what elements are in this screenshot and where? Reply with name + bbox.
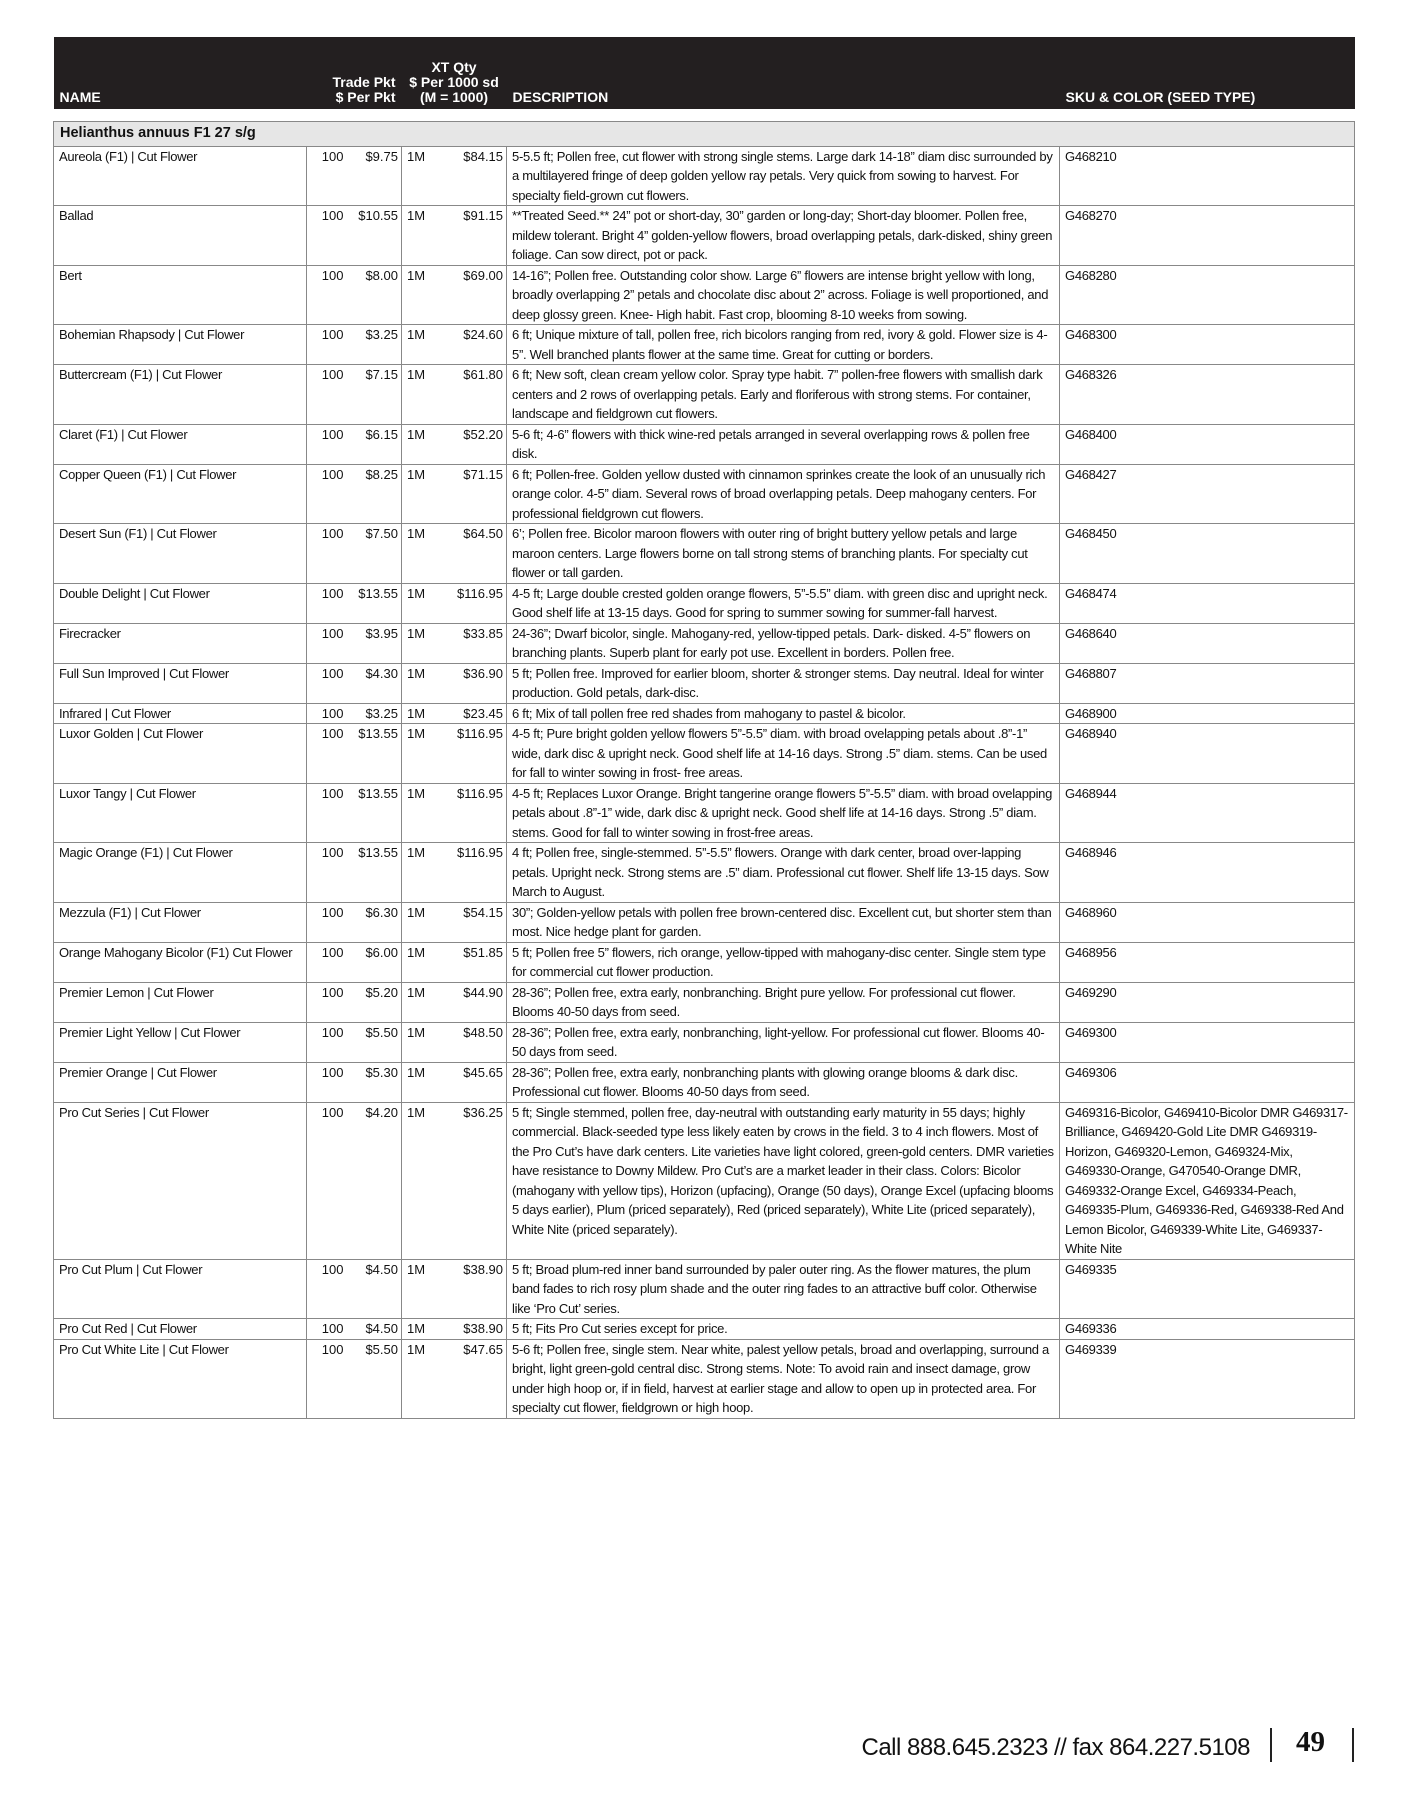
description-cell: 4-5 ft; Large double crested golden orange flowers, 5”-5.5” diam. with green disc and upright neck. Good shelf life at 13-15 days. Good for spring to summer sowing for summer-fall harvest. (507, 583, 1060, 623)
footer-divider (1270, 1728, 1272, 1762)
section-title: Helianthus annuus F1 27 s/g (54, 122, 1355, 147)
xt-qty-cell: 1M (402, 1259, 444, 1319)
xt-qty-cell: 1M (402, 703, 444, 724)
xt-price-cell: $23.45 (444, 703, 507, 724)
table-row (54, 902, 1355, 942)
table-row (54, 1062, 1355, 1102)
header-xt-qty (402, 37, 507, 109)
description-cell: 5 ft; Pollen free 5” flowers, rich orange, yellow-tipped with mahogany-disc center. Single stem type for commercial cut flower production. (507, 942, 1060, 982)
trade-pkt-price-cell: $13.55 (347, 583, 402, 623)
sku-color-cell: G468300 (1060, 325, 1355, 365)
trade-pkt-price-cell: $9.75 (347, 146, 402, 206)
trade-pkt-qty-cell: 100 (307, 942, 347, 982)
description-cell: 24-36”; Dwarf bicolor, single. Mahogany-red, yellow-tipped petals. Dark- disked. 4-5” flowers on branching plants. Superb plant for early pot use. Excellent in borders. Pollen free. (507, 623, 1060, 663)
table-row (54, 146, 1355, 206)
trade-pkt-price-cell: $5.50 (347, 1339, 402, 1418)
header-name: NAME (54, 37, 307, 109)
sku-color-cell: G468956 (1060, 942, 1355, 982)
xt-price-cell: $64.50 (444, 524, 507, 584)
table-row (54, 265, 1355, 325)
trade-pkt-price-cell: $8.25 (347, 464, 402, 524)
trade-pkt-qty-cell: 100 (307, 724, 347, 784)
plant-name-cell: Pro Cut White Lite | Cut Flower (54, 1339, 307, 1418)
table-row (54, 424, 1355, 464)
header-xt-line3: (M = 1000) (419, 89, 489, 105)
trade-pkt-price-cell: $7.15 (347, 365, 402, 425)
xt-price-cell: $69.00 (444, 265, 507, 325)
trade-pkt-qty-cell: 100 (307, 703, 347, 724)
plant-name-cell: Pro Cut Plum | Cut Flower (54, 1259, 307, 1319)
trade-pkt-price-cell: $13.55 (347, 843, 402, 903)
sku-color-cell: G468900 (1060, 703, 1355, 724)
trade-pkt-price-cell: $5.50 (347, 1022, 402, 1062)
xt-qty-cell: 1M (402, 1319, 444, 1340)
sku-color-cell: G468427 (1060, 464, 1355, 524)
description-cell: 4-5 ft; Replaces Luxor Orange. Bright tangerine orange flowers 5”-5.5” diam. with broad ovelapping petals about .8”-1” wide, dark disc & upright neck. Good shelf life at 14-16 days. Strong .5” diam. stems. Good for fall to winter sowing in frost-free areas. (507, 783, 1060, 843)
trade-pkt-qty-cell: 100 (307, 1022, 347, 1062)
sku-color-cell: G468807 (1060, 663, 1355, 703)
plant-name-cell: Premier Light Yellow | Cut Flower (54, 1022, 307, 1062)
table-row (54, 942, 1355, 982)
header-xt-line1: XT Qty (431, 59, 477, 75)
description-cell: 6 ft; New soft, clean cream yellow color. Spray type habit. 7” pollen-free flowers with smallish dark centers and 2 rows of overlapping petals. Early and floriferous with strong stems. For container, landscape and fieldgrown cut flowers. (507, 365, 1060, 425)
trade-pkt-price-cell: $5.20 (347, 982, 402, 1022)
trade-pkt-qty-cell: 100 (307, 1102, 347, 1259)
plant-name-cell: Ballad (54, 206, 307, 266)
xt-qty-cell: 1M (402, 663, 444, 703)
xt-qty-cell: 1M (402, 843, 444, 903)
xt-qty-cell: 1M (402, 265, 444, 325)
xt-price-cell: $116.95 (444, 783, 507, 843)
description-cell: 28-36”; Pollen free, extra early, nonbranching plants with glowing orange blooms & dark disc. Professional cut flower. Blooms 40-50 days from seed. (507, 1062, 1060, 1102)
plant-name-cell: Luxor Golden | Cut Flower (54, 724, 307, 784)
header-spacer (54, 109, 1355, 122)
xt-price-cell: $71.15 (444, 464, 507, 524)
xt-price-cell: $51.85 (444, 942, 507, 982)
xt-qty-cell: 1M (402, 783, 444, 843)
table-row (54, 703, 1355, 724)
contact-info: Call 888.645.2323 // fax 864.227.5108 (861, 1734, 1250, 1761)
trade-pkt-qty-cell: 100 (307, 424, 347, 464)
xt-price-cell: $24.60 (444, 325, 507, 365)
description-cell: 6 ft; Pollen-free. Golden yellow dusted with cinnamon sprinkes create the look of an unusually rich orange color. 4-5” diam. Several rows of broad overlapping petals. Deep mahogany centers. For professional fieldgrown cut flowers. (507, 464, 1060, 524)
sku-color-cell: G469300 (1060, 1022, 1355, 1062)
plant-name-cell: Premier Lemon | Cut Flower (54, 982, 307, 1022)
trade-pkt-qty-cell: 100 (307, 206, 347, 266)
xt-price-cell: $116.95 (444, 583, 507, 623)
trade-pkt-qty-cell: 100 (307, 1339, 347, 1418)
xt-price-cell: $54.15 (444, 902, 507, 942)
sku-color-cell: G469339 (1060, 1339, 1355, 1418)
description-cell: 4 ft; Pollen free, single-stemmed. 5”-5.5” flowers. Orange with dark center, broad over-lapping petals. Upright neck. Strong stems are .5” diam. Professional cut flower. Shelf life 13-15 days. Sow March to August. (507, 843, 1060, 903)
xt-price-cell: $38.90 (444, 1319, 507, 1340)
xt-qty-cell: 1M (402, 623, 444, 663)
trade-pkt-price-cell: $8.00 (347, 265, 402, 325)
plant-name-cell: Copper Queen (F1) | Cut Flower (54, 464, 307, 524)
plant-name-cell: Pro Cut Series | Cut Flower (54, 1102, 307, 1259)
plant-name-cell: Premier Orange | Cut Flower (54, 1062, 307, 1102)
table-row (54, 843, 1355, 903)
header-xt-line2: $ Per 1000 sd (409, 74, 499, 90)
trade-pkt-qty-cell: 100 (307, 1319, 347, 1340)
sku-color-cell: G468640 (1060, 623, 1355, 663)
xt-price-cell: $36.90 (444, 663, 507, 703)
xt-qty-cell: 1M (402, 424, 444, 464)
trade-pkt-price-cell: $13.55 (347, 783, 402, 843)
description-cell: 5 ft; Pollen free. Improved for earlier bloom, shorter & stronger stems. Day neutral. Ideal for winter production. Gold petals, dark-disc. (507, 663, 1060, 703)
xt-price-cell: $33.85 (444, 623, 507, 663)
xt-qty-cell: 1M (402, 1022, 444, 1062)
xt-price-cell: $52.20 (444, 424, 507, 464)
plant-name-cell: Infrared | Cut Flower (54, 703, 307, 724)
trade-pkt-qty-cell: 100 (307, 783, 347, 843)
page-number: 49 (1296, 1726, 1325, 1758)
table-row (54, 464, 1355, 524)
xt-qty-cell: 1M (402, 206, 444, 266)
xt-qty-cell: 1M (402, 464, 444, 524)
sku-color-cell: G468450 (1060, 524, 1355, 584)
section-header (54, 122, 1355, 147)
xt-qty-cell: 1M (402, 902, 444, 942)
xt-price-cell: $84.15 (444, 146, 507, 206)
sku-color-cell: G468944 (1060, 783, 1355, 843)
trade-pkt-price-cell: $3.25 (347, 703, 402, 724)
plant-name-cell: Claret (F1) | Cut Flower (54, 424, 307, 464)
description-cell: 5 ft; Single stemmed, pollen free, day-neutral with outstanding early maturity in 55 days; highly commercial. Black-seeded type less likely eaten by crows in the field. 3 to 4 inch flowers. Most of the Pro Cut’s have dark centers. Lite varieties have light colored, green-gold centers. DMR varieties have resistance to Downy Mildew. Pro Cut’s are a market leader in their class. Colors: Bicolor (mahogany with yellow tips), Horizon (upfacing), Orange (50 days), Orange Excel (upfacing blooms 5 days earlier), Plum (priced separately), Red (priced separately), White Lite (priced separately), White Nite (priced separately). (507, 1102, 1060, 1259)
description-cell: 30”; Golden-yellow petals with pollen free brown-centered disc. Excellent cut, but shorter stem than most. Nice hedge plant for garden. (507, 902, 1060, 942)
xt-qty-cell: 1M (402, 982, 444, 1022)
xt-price-cell: $61.80 (444, 365, 507, 425)
xt-price-cell: $116.95 (444, 843, 507, 903)
plant-name-cell: Double Delight | Cut Flower (54, 583, 307, 623)
description-cell: 4-5 ft; Pure bright golden yellow flowers 5”-5.5” diam. with broad ovelapping petals about .8”-1” wide, dark disc & upright neck. Good shelf life at 14-16 days. Strong .5” diam. stems. Can be used for fall to winter sowing in frost- free areas. (507, 724, 1060, 784)
xt-price-cell: $48.50 (444, 1022, 507, 1062)
trade-pkt-qty-cell: 100 (307, 583, 347, 623)
trade-pkt-qty-cell: 100 (307, 146, 347, 206)
table-row (54, 783, 1355, 843)
trade-pkt-price-cell: $7.50 (347, 524, 402, 584)
sku-color-cell: G468940 (1060, 724, 1355, 784)
trade-pkt-qty-cell: 100 (307, 843, 347, 903)
trade-pkt-price-cell: $10.55 (347, 206, 402, 266)
xt-qty-cell: 1M (402, 524, 444, 584)
table-row (54, 206, 1355, 266)
trade-pkt-qty-cell: 100 (307, 365, 347, 425)
xt-qty-cell: 1M (402, 325, 444, 365)
trade-pkt-price-cell: $4.50 (347, 1319, 402, 1340)
trade-pkt-price-cell: $5.30 (347, 1062, 402, 1102)
header-trade-line1: Trade Pkt (332, 74, 396, 90)
sku-color-cell: G468280 (1060, 265, 1355, 325)
trade-pkt-price-cell: $6.15 (347, 424, 402, 464)
description-cell: **Treated Seed.** 24” pot or short-day, 30” garden or long-day; Short-day bloomer. Pollen free, mildew tolerant. Bright 4” golden-yellow flowers, broad overlapping petals, dark-disked, shiny green foliage. Can sow direct, pot or pack. (507, 206, 1060, 266)
plant-name-cell: Aureola (F1) | Cut Flower (54, 146, 307, 206)
xt-price-cell: $36.25 (444, 1102, 507, 1259)
plant-name-cell: Orange Mahogany Bicolor (F1) Cut Flower (54, 942, 307, 982)
xt-qty-cell: 1M (402, 1062, 444, 1102)
xt-qty-cell: 1M (402, 1102, 444, 1259)
trade-pkt-price-cell: $3.95 (347, 623, 402, 663)
plant-name-cell: Luxor Tangy | Cut Flower (54, 783, 307, 843)
plant-name-cell: Pro Cut Red | Cut Flower (54, 1319, 307, 1340)
trade-pkt-price-cell: $13.55 (347, 724, 402, 784)
header-row (54, 37, 1355, 109)
trade-pkt-price-cell: $4.20 (347, 1102, 402, 1259)
catalog-table-container (53, 37, 1354, 1419)
sku-color-cell: G469316-Bicolor, G469410-Bicolor DMR G469317-Brilliance, G469420-Gold Lite DMR G469319-Horizon, G469320-Lemon, G469324-Mix, G469330-Orange, G470540-Orange DMR, G469332-Orange Excel, G469334-Peach, G469335-Plum, G469336-Red, G469338-Red And Lemon Bicolor, G469339-White Lite, G469337-White Nite (1060, 1102, 1355, 1259)
header-trade-line2: $ Per Pkt (335, 89, 396, 105)
page-footer (861, 1720, 1360, 1770)
table-row (54, 623, 1355, 663)
xt-price-cell: $38.90 (444, 1259, 507, 1319)
sku-color-cell: G468270 (1060, 206, 1355, 266)
description-cell: 6 ft; Mix of tall pollen free red shades from mahogany to pastel & bicolor. (507, 703, 1060, 724)
table-row (54, 583, 1355, 623)
xt-qty-cell: 1M (402, 1339, 444, 1418)
description-cell: 5-6 ft; 4-6” flowers with thick wine-red petals arranged in several overlapping rows & pollen free disk. (507, 424, 1060, 464)
trade-pkt-qty-cell: 100 (307, 265, 347, 325)
trade-pkt-qty-cell: 100 (307, 982, 347, 1022)
table-row (54, 1259, 1355, 1319)
description-cell: 28-36”; Pollen free, extra early, nonbranching, light-yellow. For professional cut flower. Blooms 40-50 days from seed. (507, 1022, 1060, 1062)
table-row (54, 365, 1355, 425)
description-cell: 14-16”; Pollen free. Outstanding color show. Large 6” flowers are intense bright yellow with long, broadly overlapping 2” petals and chocolate disc about 2” across. Foliage is well proportioned, and deep glossy green. Knee- High habit. Fast crop, blooming 8-10 weeks from sowing. (507, 265, 1060, 325)
table-row (54, 1319, 1355, 1340)
plant-name-cell: Desert Sun (F1) | Cut Flower (54, 524, 307, 584)
xt-qty-cell: 1M (402, 583, 444, 623)
trade-pkt-qty-cell: 100 (307, 1062, 347, 1102)
sku-color-cell: G468326 (1060, 365, 1355, 425)
trade-pkt-qty-cell: 100 (307, 464, 347, 524)
table-row (54, 724, 1355, 784)
trade-pkt-price-cell: $4.30 (347, 663, 402, 703)
description-cell: 5-6 ft; Pollen free, single stem. Near white, palest yellow petals, broad and overlapping, surround a bright, light green-gold central disc. Strong stems. Note: To avoid rain and insect damage, grow under high hoop or, if in field, harvest at earlier stage and allow to open up in protected area. For specialty cut flower, fieldgrown or high hoop. (507, 1339, 1060, 1418)
sku-color-cell: G468210 (1060, 146, 1355, 206)
xt-price-cell: $45.65 (444, 1062, 507, 1102)
table-row (54, 1022, 1355, 1062)
plant-name-cell: Full Sun Improved | Cut Flower (54, 663, 307, 703)
header-description: DESCRIPTION (507, 37, 1060, 109)
trade-pkt-price-cell: $4.50 (347, 1259, 402, 1319)
table-row (54, 524, 1355, 584)
description-cell: 6’; Pollen free. Bicolor maroon flowers with outer ring of bright buttery yellow petals and large maroon centers. Large flowers borne on tall strong stems of branching plants. For specialty cut flower or tall garden. (507, 524, 1060, 584)
sku-color-cell: G469290 (1060, 982, 1355, 1022)
description-cell: 5 ft; Fits Pro Cut series except for price. (507, 1319, 1060, 1340)
plant-name-cell: Bohemian Rhapsody | Cut Flower (54, 325, 307, 365)
trade-pkt-price-cell: $6.00 (347, 942, 402, 982)
sku-color-cell: G468946 (1060, 843, 1355, 903)
plant-name-cell: Firecracker (54, 623, 307, 663)
table-row (54, 325, 1355, 365)
xt-qty-cell: 1M (402, 146, 444, 206)
table-row (54, 663, 1355, 703)
description-cell: 28-36”; Pollen free, extra early, nonbranching. Bright pure yellow. For professional cut flower. Blooms 40-50 days from seed. (507, 982, 1060, 1022)
xt-price-cell: $47.65 (444, 1339, 507, 1418)
header-sku: SKU & COLOR (SEED TYPE) (1060, 37, 1355, 109)
sku-color-cell: G468960 (1060, 902, 1355, 942)
header-trade-pkt (307, 37, 402, 109)
trade-pkt-qty-cell: 100 (307, 524, 347, 584)
xt-qty-cell: 1M (402, 365, 444, 425)
trade-pkt-price-cell: $3.25 (347, 325, 402, 365)
sku-color-cell: G469335 (1060, 1259, 1355, 1319)
plant-name-cell: Buttercream (F1) | Cut Flower (54, 365, 307, 425)
footer-divider (1352, 1728, 1354, 1762)
sku-color-cell: G468474 (1060, 583, 1355, 623)
xt-price-cell: $91.15 (444, 206, 507, 266)
trade-pkt-qty-cell: 100 (307, 902, 347, 942)
description-cell: 5 ft; Broad plum-red inner band surrounded by paler outer ring. As the flower matures, the plum band fades to rich rosy plum shade and the outer ring fades to an attractive buff color. Otherwise like ‘Pro Cut’ series. (507, 1259, 1060, 1319)
trade-pkt-price-cell: $6.30 (347, 902, 402, 942)
sku-color-cell: G469306 (1060, 1062, 1355, 1102)
plant-name-cell: Magic Orange (F1) | Cut Flower (54, 843, 307, 903)
plant-name-cell: Bert (54, 265, 307, 325)
description-cell: 5-5.5 ft; Pollen free, cut flower with strong single stems. Large dark 14-18” diam disc surrounded by a multilayered fringe of deep golden yellow ray petals. Very quick from sowing to harvest. For specialty field-grown cut flowers. (507, 146, 1060, 206)
trade-pkt-qty-cell: 100 (307, 623, 347, 663)
price-table (53, 37, 1355, 1419)
table-row (54, 1339, 1355, 1418)
xt-price-cell: $44.90 (444, 982, 507, 1022)
description-cell: 6 ft; Unique mixture of tall, pollen free, rich bicolors ranging from red, ivory & gold. Flower size is 4-5”. Well branched plants flower at the same time. Great for cutting or borders. (507, 325, 1060, 365)
table-row (54, 1102, 1355, 1259)
trade-pkt-qty-cell: 100 (307, 1259, 347, 1319)
xt-qty-cell: 1M (402, 942, 444, 982)
plant-name-cell: Mezzula (F1) | Cut Flower (54, 902, 307, 942)
sku-color-cell: G468400 (1060, 424, 1355, 464)
trade-pkt-qty-cell: 100 (307, 663, 347, 703)
xt-qty-cell: 1M (402, 724, 444, 784)
xt-price-cell: $116.95 (444, 724, 507, 784)
sku-color-cell: G469336 (1060, 1319, 1355, 1340)
table-row (54, 982, 1355, 1022)
trade-pkt-qty-cell: 100 (307, 325, 347, 365)
